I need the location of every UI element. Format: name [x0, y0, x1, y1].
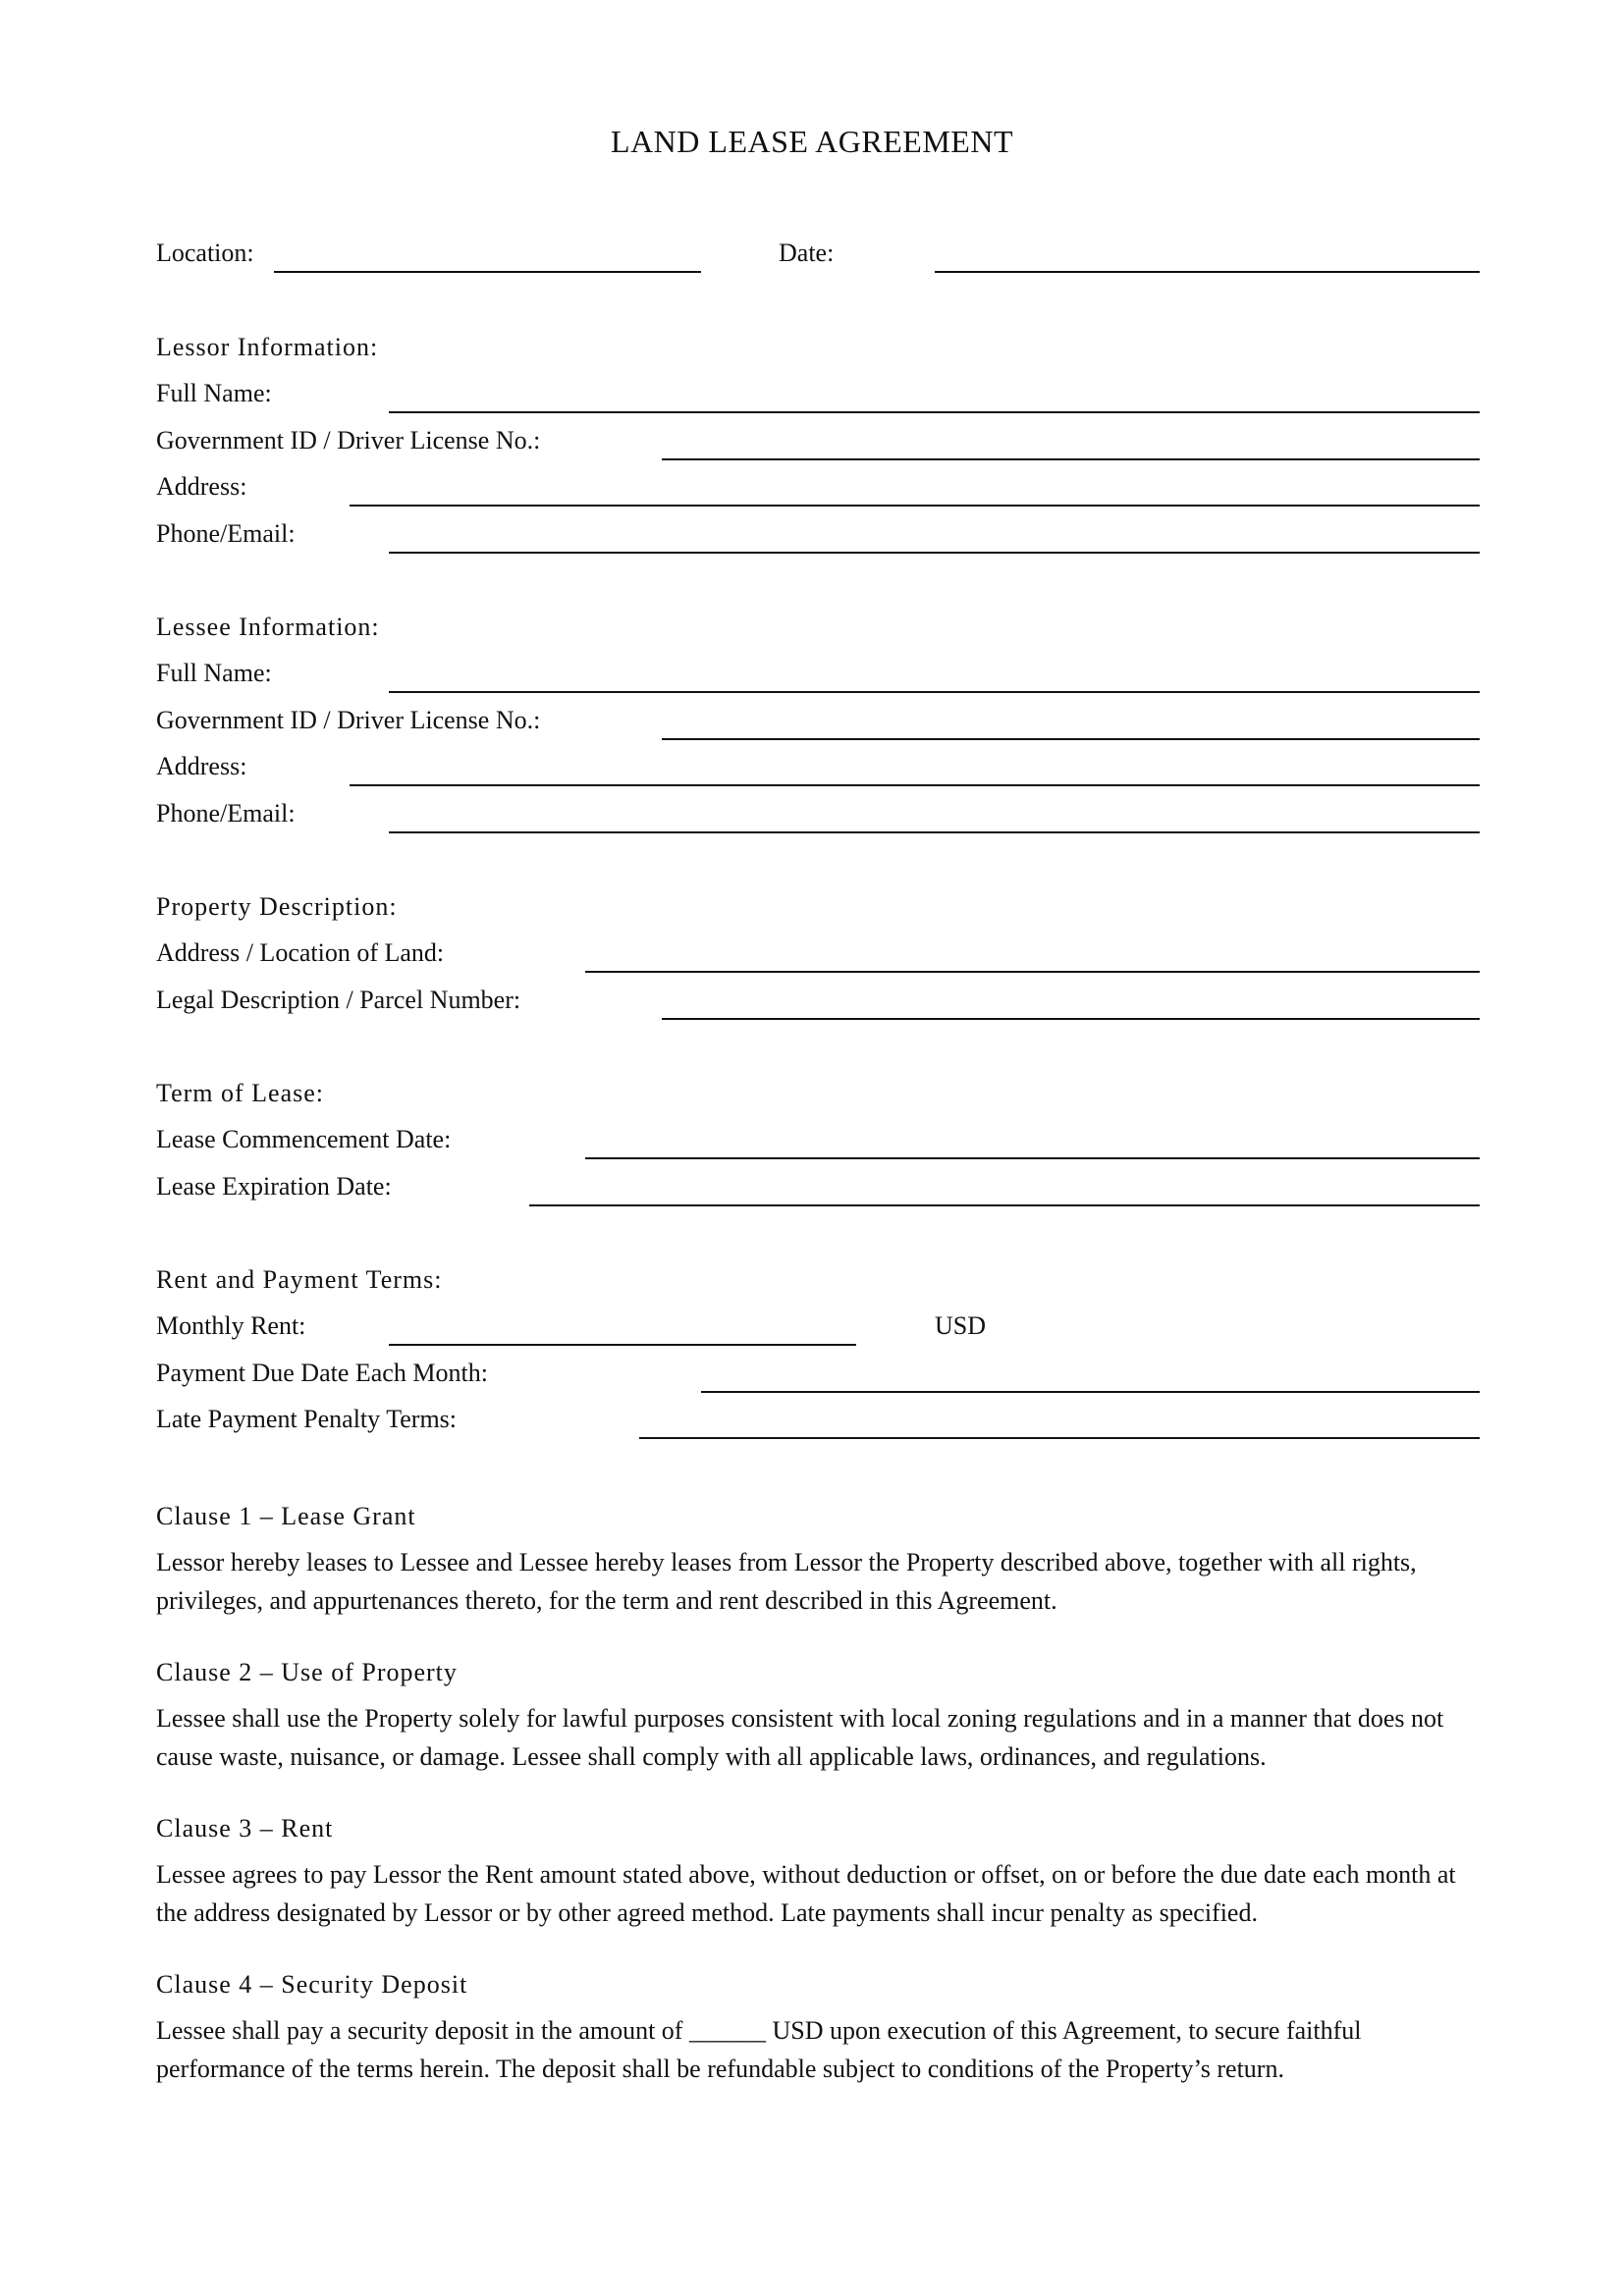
lessor-full-name-label: Full Name: [156, 379, 272, 407]
currency-label: USD [935, 1311, 987, 1340]
clause-2-text: Lessee shall use the Property solely for lawful purposes consistent with local zoning regulations and in a manner that does not cause waste, nuisance, or damage. Lessee shall comply with all applicable laws, ordinances, and regulations. [156, 1704, 1444, 1771]
monthly-rent-field[interactable] [389, 1344, 856, 1346]
location-label: Location: [156, 239, 254, 267]
property-legal-field[interactable] [662, 1018, 1480, 1020]
lessee-gov-id-field[interactable] [662, 738, 1480, 740]
monthly-rent-label: Monthly Rent: [156, 1311, 306, 1340]
date-field[interactable] [935, 271, 1480, 273]
property-address-label: Address / Location of Land: [156, 938, 445, 967]
date-label: Date: [779, 239, 835, 267]
lessee-phone-email-label: Phone/Email: [156, 799, 296, 828]
page-title: LAND LEASE AGREEMENT [611, 124, 1013, 159]
lessee-full-name-field[interactable] [389, 691, 1480, 693]
lessee-full-name-label: Full Name: [156, 659, 272, 687]
commencement-label: Lease Commencement Date: [156, 1125, 452, 1153]
lessee-phone-email-field[interactable] [389, 831, 1480, 833]
clause-3-heading: Clause 3 – Rent [156, 1814, 334, 1842]
lessor-gov-id-field[interactable] [662, 458, 1480, 460]
rent-heading: Rent and Payment Terms: [156, 1265, 443, 1294]
penalty-label: Late Payment Penalty Terms: [156, 1405, 458, 1433]
lessor-address-label: Address: [156, 472, 247, 501]
lessor-gov-id-label: Government ID / Driver License No.: [156, 426, 541, 454]
clause-1-text: Lessor hereby leases to Lessee and Lessee hereby leases from Lessor the Property described above, together with all rights, privileges, and appurtenances thereto, for the term and rent described in this Agreement. [156, 1548, 1417, 1615]
property-heading: Property Description: [156, 892, 398, 921]
lessee-heading: Lessee Information: [156, 613, 380, 641]
location-field[interactable] [274, 271, 701, 273]
property-legal-label: Legal Description / Parcel Number: [156, 986, 521, 1014]
lessee-address-field[interactable] [350, 784, 1480, 786]
property-address-field[interactable] [585, 971, 1480, 973]
lessor-full-name-field[interactable] [389, 411, 1480, 413]
due-date-label: Payment Due Date Each Month: [156, 1359, 488, 1387]
lessee-address-label: Address: [156, 752, 247, 780]
term-heading: Term of Lease: [156, 1079, 324, 1107]
clause-1-heading: Clause 1 – Lease Grant [156, 1502, 416, 1530]
expiration-field[interactable] [529, 1204, 1480, 1206]
clause-4-text: Lessee shall pay a security deposit in the amount of ______ USD upon execution of this Agreement, to secure faithful performance of the terms herein. The deposit shall be refundable subject to conditions of the Property’s return. [156, 2016, 1362, 2083]
clause-4-heading: Clause 4 – Security Deposit [156, 1970, 468, 1999]
clause-2-heading: Clause 2 – Use of Property [156, 1658, 458, 1686]
penalty-field[interactable] [639, 1437, 1480, 1439]
lessor-phone-email-label: Phone/Email: [156, 519, 296, 548]
lessee-gov-id-label: Government ID / Driver License No.: [156, 706, 541, 734]
lessor-phone-email-field[interactable] [389, 552, 1480, 554]
lessor-address-field[interactable] [350, 505, 1480, 507]
due-date-field[interactable] [701, 1391, 1480, 1393]
clause-3-text: Lessee agrees to pay Lessor the Rent amount stated above, without deduction or offset, on or before the due date each month at the address designated by Lessor or by other agreed method. Late payments shall incur penalty as specified. [156, 1860, 1456, 1927]
expiration-label: Lease Expiration Date: [156, 1172, 392, 1201]
commencement-field[interactable] [585, 1157, 1480, 1159]
lessor-heading: Lessor Information: [156, 333, 379, 361]
